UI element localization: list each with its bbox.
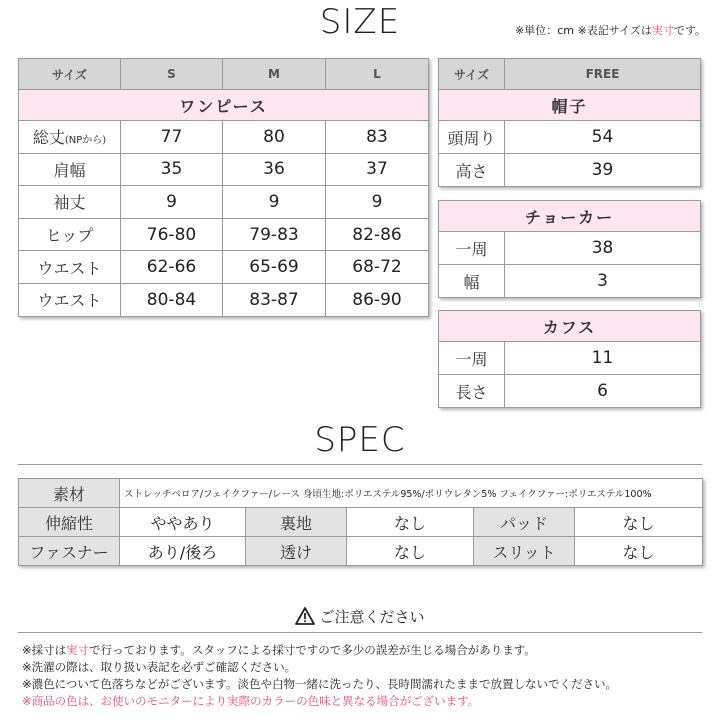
spec-divider [18, 464, 702, 465]
material-value: ストレッチベロア/フェイクファー/レース 身頃生地:ポリエステル95%/ポリウレタン5% フェイクファー:ポリエステル100% [120, 479, 703, 508]
table-cell: 80 [223, 121, 326, 154]
row-label: 袖丈 [19, 186, 121, 219]
spec-value: なし [347, 537, 474, 566]
table-cell: 65-69 [223, 251, 326, 284]
material-label: 素材 [19, 479, 120, 508]
table-cell: 77 [121, 121, 223, 154]
table-cell: 3 [505, 265, 701, 298]
size-table [18, 58, 429, 317]
table-row [19, 121, 429, 154]
row-label: 一周 [439, 342, 505, 375]
table-row [19, 251, 429, 284]
spec-value: あり/後ろ [120, 537, 246, 566]
size-title: SIZE [319, 2, 401, 42]
table-row [439, 375, 701, 408]
table-cell: 39 [505, 154, 701, 187]
table-cell: 79-83 [223, 218, 326, 251]
row-label: 一周 [439, 232, 505, 265]
spec-label: ファスナー [19, 537, 120, 566]
table-cell: 54 [505, 121, 701, 154]
row-label: ヒップ [19, 218, 121, 251]
table-row [19, 218, 429, 251]
table-cell: 83 [326, 121, 429, 154]
table-cell: 86-90 [326, 283, 429, 316]
table-cell: 68-72 [326, 251, 429, 284]
spec-value: なし [575, 537, 703, 566]
table-row [439, 121, 701, 154]
table-row [439, 265, 701, 298]
table-row [19, 153, 429, 186]
row-label: 長さ [439, 375, 505, 408]
table-row [19, 537, 703, 566]
header-s: S [121, 59, 223, 90]
table-cell: 9 [121, 186, 223, 219]
note-color-fading: ※濃色について色落ちなどがございます。淡色や白物一緒に洗ったり、長時間濡れたままで放置しないでください。 [22, 677, 617, 691]
row-label: ウエスト [19, 251, 121, 284]
note-measurement: ※採寸は実寸で行っております。スタッフによる採寸ですので多少の誤差が生じる場合があります。 [22, 643, 536, 657]
table-cell: 80-84 [121, 283, 223, 316]
table-cell: 9 [326, 186, 429, 219]
unit-note: ※単位：cm ※表記サイズは実寸です。 [515, 24, 706, 37]
spec-value: ややあり [120, 508, 246, 537]
table-cell: 6 [505, 375, 701, 408]
table-cell: 82-86 [326, 218, 429, 251]
table-cell: 62-66 [121, 251, 223, 284]
hat-table [438, 58, 701, 187]
table-cell: 36 [223, 153, 326, 186]
table-row [19, 283, 429, 316]
spec-label: パッド [474, 508, 575, 537]
row-label: 頭周り [439, 121, 505, 154]
spec-label: 伸縮性 [19, 508, 120, 537]
header-l: L [326, 59, 429, 90]
category-hat: 帽子 [439, 90, 701, 121]
header-size: サイズ [19, 59, 121, 90]
table-row [19, 479, 703, 508]
warning-icon [295, 608, 319, 626]
spec-label: 裏地 [246, 508, 347, 537]
table-row [19, 508, 703, 537]
header-free: FREE [505, 59, 701, 90]
row-label: 高さ [439, 154, 505, 187]
note-monitor-color: ※商品の色は、お使いのモニターにより実際のカラーの色味と異なる場合がございます。 [22, 694, 480, 708]
spec-label: 透け [246, 537, 347, 566]
table-row [439, 154, 701, 187]
category-dress: ワンピース [19, 90, 429, 121]
row-label: ウエスト [19, 283, 121, 316]
note-washing: ※洗濯の際は、取り扱い表記を必ずご確認ください。 [22, 660, 297, 674]
header-size: サイズ [439, 59, 505, 90]
table-row [19, 186, 429, 219]
spec-value: なし [347, 508, 474, 537]
size-table-header [19, 59, 429, 90]
spec-value: なし [575, 508, 703, 537]
row-label: 幅 [439, 265, 505, 298]
header-m: M [223, 59, 326, 90]
spec-label: スリット [474, 537, 575, 566]
row-label: 総丈(NPから) [19, 121, 121, 154]
category-choker: チョーカー [439, 201, 701, 232]
table-row [439, 342, 701, 375]
caution-title: ご注意ください [0, 606, 720, 627]
table-cell: 11 [505, 342, 701, 375]
table-cell: 37 [326, 153, 429, 186]
table-cell: 38 [505, 232, 701, 265]
row-label: 肩幅 [19, 153, 121, 186]
table-cell: 83-87 [223, 283, 326, 316]
category-cuffs: カフス [439, 311, 701, 342]
table-cell: 9 [223, 186, 326, 219]
table-cell: 76-80 [121, 218, 223, 251]
table-row [439, 232, 701, 265]
table-cell: 35 [121, 153, 223, 186]
spec-table [18, 478, 703, 566]
choker-table [438, 200, 701, 298]
spec-title: SPEC [314, 420, 406, 460]
caution-divider [18, 632, 702, 633]
cuffs-table [438, 310, 701, 408]
